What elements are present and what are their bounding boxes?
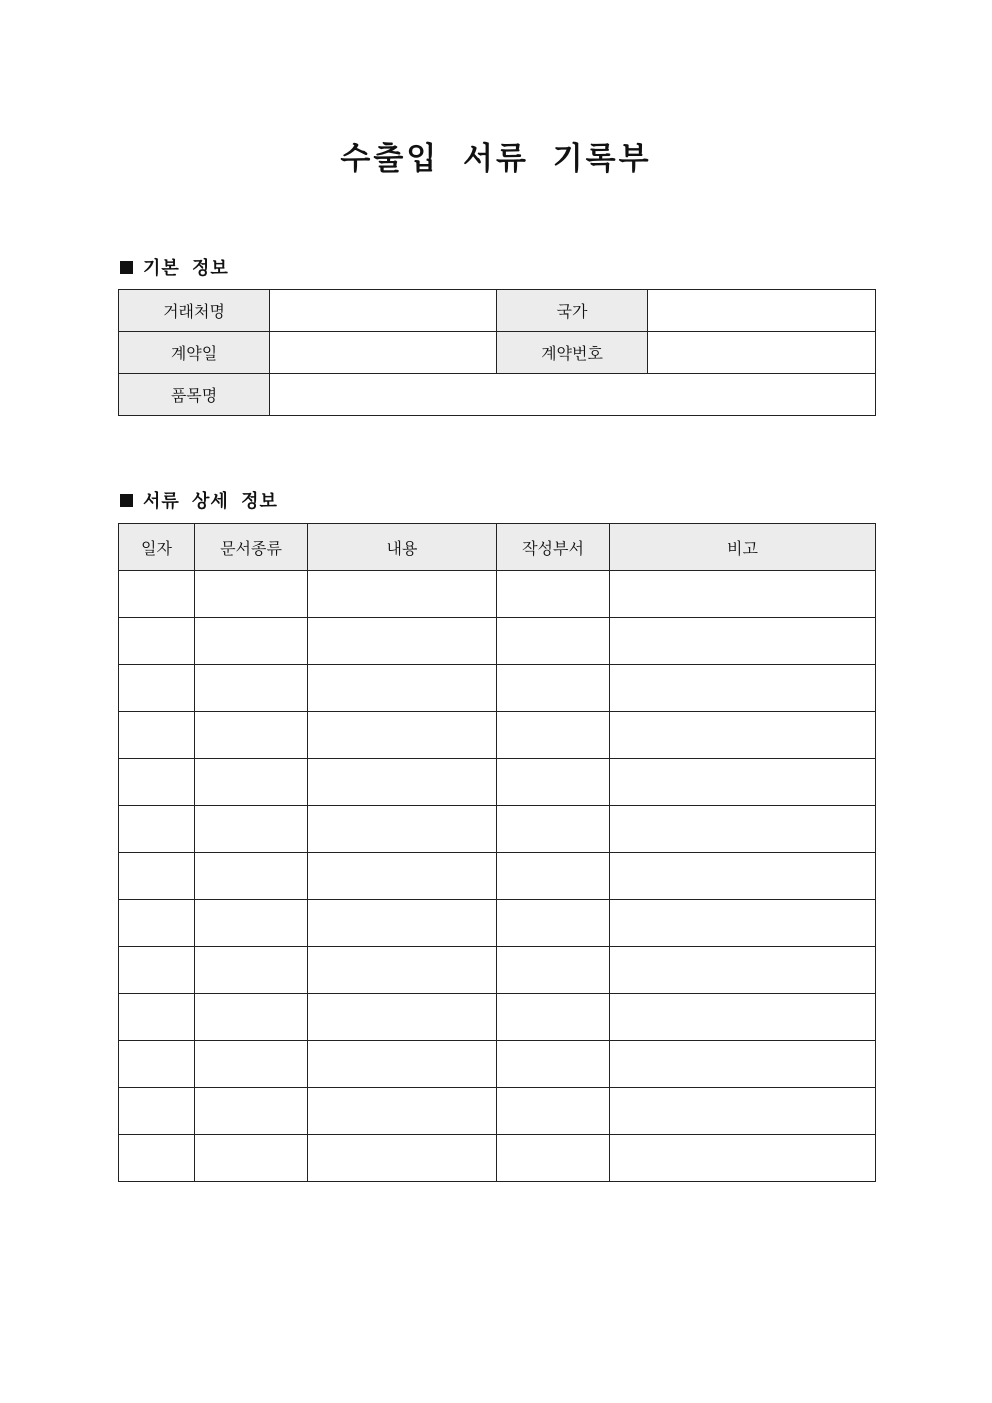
contract-number-field[interactable] xyxy=(648,332,876,374)
square-bullet-icon xyxy=(120,261,133,274)
column-header-remarks: 비고 xyxy=(610,524,876,571)
doc-type-cell[interactable] xyxy=(195,712,308,759)
table-row xyxy=(119,1041,876,1088)
remarks-cell[interactable] xyxy=(610,665,876,712)
department-cell[interactable] xyxy=(497,1088,610,1135)
content-cell[interactable] xyxy=(308,1135,497,1182)
doc-type-cell[interactable] xyxy=(195,994,308,1041)
department-cell[interactable] xyxy=(497,1041,610,1088)
table-row xyxy=(119,1135,876,1182)
doc-type-cell[interactable] xyxy=(195,1088,308,1135)
table-row xyxy=(119,994,876,1041)
department-cell[interactable] xyxy=(497,853,610,900)
department-cell[interactable] xyxy=(497,712,610,759)
content-cell[interactable] xyxy=(308,900,497,947)
date-cell[interactable] xyxy=(119,665,195,712)
table-row xyxy=(119,900,876,947)
doc-type-cell[interactable] xyxy=(195,947,308,994)
remarks-cell[interactable] xyxy=(610,618,876,665)
contract-number-label: 계약번호 xyxy=(497,332,648,374)
detail-info-heading xyxy=(118,487,278,513)
table-row xyxy=(119,571,876,618)
department-cell[interactable] xyxy=(497,994,610,1041)
remarks-cell[interactable] xyxy=(610,571,876,618)
date-cell[interactable] xyxy=(119,900,195,947)
column-header-department: 작성부서 xyxy=(497,524,610,571)
doc-type-cell[interactable] xyxy=(195,1135,308,1182)
date-cell[interactable] xyxy=(119,1088,195,1135)
partner-field[interactable] xyxy=(270,290,497,332)
basic-info-table xyxy=(118,289,876,416)
table-header-row xyxy=(119,524,876,571)
country-label: 국가 xyxy=(497,290,648,332)
remarks-cell[interactable] xyxy=(610,1041,876,1088)
page-title: 수출입 서류 기록부 xyxy=(340,141,652,177)
department-cell[interactable] xyxy=(497,947,610,994)
date-cell[interactable] xyxy=(119,618,195,665)
remarks-cell[interactable] xyxy=(610,1135,876,1182)
content-cell[interactable] xyxy=(308,1041,497,1088)
basic-info-heading-text: 기본 정보 xyxy=(143,258,229,279)
content-cell[interactable] xyxy=(308,712,497,759)
content-cell[interactable] xyxy=(308,665,497,712)
table-row xyxy=(119,759,876,806)
doc-type-cell[interactable] xyxy=(195,759,308,806)
content-cell[interactable] xyxy=(308,1088,497,1135)
remarks-cell[interactable] xyxy=(610,759,876,806)
detail-info-table xyxy=(118,523,876,1182)
department-cell[interactable] xyxy=(497,900,610,947)
contract-date-field[interactable] xyxy=(270,332,497,374)
remarks-cell[interactable] xyxy=(610,1088,876,1135)
date-cell[interactable] xyxy=(119,571,195,618)
table-row xyxy=(119,806,876,853)
date-cell[interactable] xyxy=(119,712,195,759)
remarks-cell[interactable] xyxy=(610,994,876,1041)
doc-type-cell[interactable] xyxy=(195,665,308,712)
contract-date-label: 계약일 xyxy=(119,332,270,374)
department-cell[interactable] xyxy=(497,665,610,712)
item-name-label: 품목명 xyxy=(119,374,270,416)
date-cell[interactable] xyxy=(119,1041,195,1088)
remarks-cell[interactable] xyxy=(610,806,876,853)
table-row xyxy=(119,947,876,994)
doc-type-cell[interactable] xyxy=(195,806,308,853)
partner-label: 거래처명 xyxy=(119,290,270,332)
content-cell[interactable] xyxy=(308,806,497,853)
column-header-content: 내용 xyxy=(308,524,497,571)
table-row xyxy=(119,1088,876,1135)
table-row xyxy=(119,712,876,759)
date-cell[interactable] xyxy=(119,853,195,900)
detail-info-heading-text: 서류 상세 정보 xyxy=(143,491,278,512)
content-cell[interactable] xyxy=(308,947,497,994)
remarks-cell[interactable] xyxy=(610,712,876,759)
date-cell[interactable] xyxy=(119,759,195,806)
column-header-date: 일자 xyxy=(119,524,195,571)
doc-type-cell[interactable] xyxy=(195,571,308,618)
department-cell[interactable] xyxy=(497,759,610,806)
date-cell[interactable] xyxy=(119,994,195,1041)
department-cell[interactable] xyxy=(497,806,610,853)
column-header-doc-type: 문서종류 xyxy=(195,524,308,571)
table-row xyxy=(119,665,876,712)
doc-type-cell[interactable] xyxy=(195,900,308,947)
department-cell[interactable] xyxy=(497,571,610,618)
content-cell[interactable] xyxy=(308,571,497,618)
department-cell[interactable] xyxy=(497,618,610,665)
remarks-cell[interactable] xyxy=(610,947,876,994)
department-cell[interactable] xyxy=(497,1135,610,1182)
doc-type-cell[interactable] xyxy=(195,618,308,665)
remarks-cell[interactable] xyxy=(610,900,876,947)
table-row xyxy=(119,853,876,900)
item-name-field[interactable] xyxy=(270,374,876,416)
doc-type-cell[interactable] xyxy=(195,853,308,900)
basic-info-heading xyxy=(118,254,229,280)
content-cell[interactable] xyxy=(308,853,497,900)
date-cell[interactable] xyxy=(119,1135,195,1182)
doc-type-cell[interactable] xyxy=(195,1041,308,1088)
table-row xyxy=(119,618,876,665)
content-cell[interactable] xyxy=(308,618,497,665)
content-cell[interactable] xyxy=(308,994,497,1041)
content-cell[interactable] xyxy=(308,759,497,806)
date-cell[interactable] xyxy=(119,806,195,853)
square-bullet-icon xyxy=(120,494,133,507)
country-field[interactable] xyxy=(648,290,876,332)
remarks-cell[interactable] xyxy=(610,853,876,900)
date-cell[interactable] xyxy=(119,947,195,994)
